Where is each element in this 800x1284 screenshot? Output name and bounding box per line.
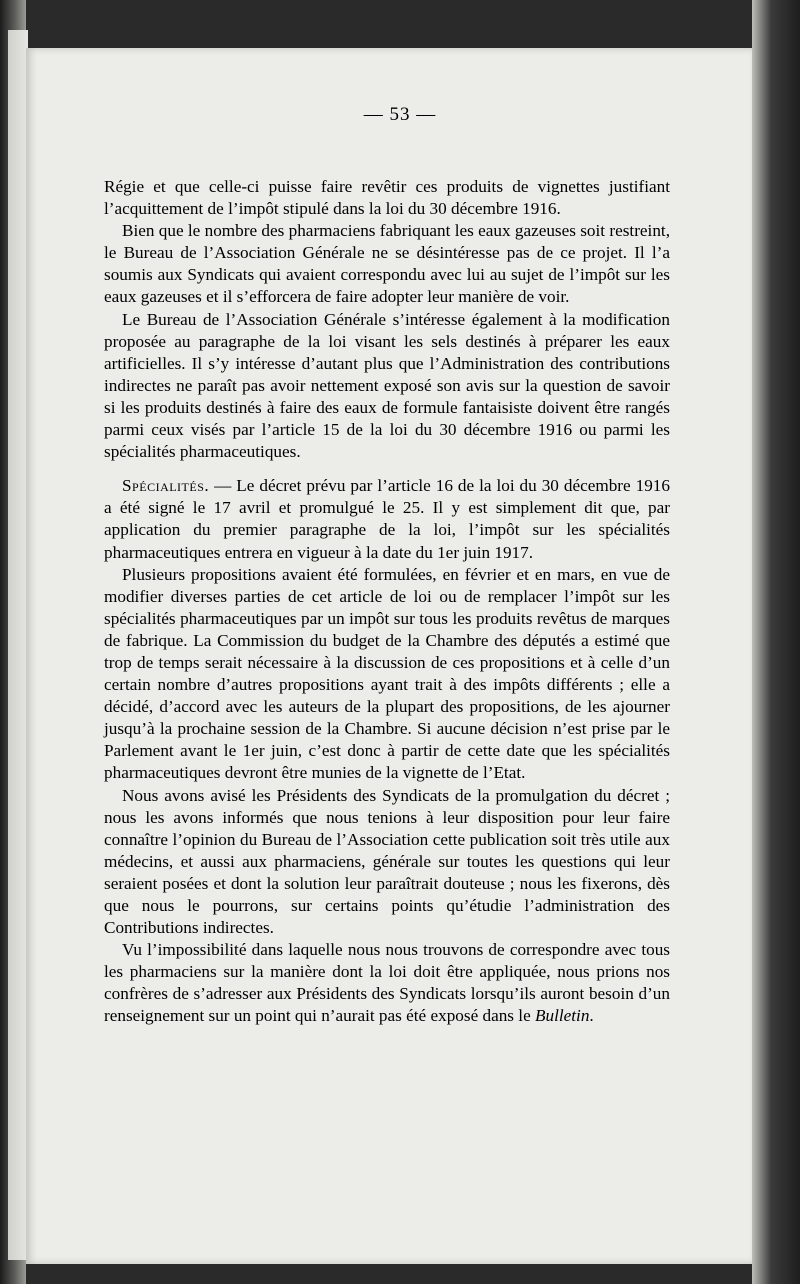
- paragraph-end: .: [589, 1006, 594, 1026]
- page-number: — 53 —: [363, 104, 437, 125]
- paragraph: [104, 176, 670, 220]
- paragraph-text: Bien que le nombre des pharmaciens fabriquant les eaux gazeuses soit restreint, le Bureau de l’Association Générale ne se désintéresse pas de ce projet. Il l’a soumis aux Syndicats qui avaient correspondu avec lui au sujet de l’impôt sur les eaux gazeuses et il s’efforcera de faire adopter leur manière de voir.: [104, 221, 670, 307]
- scan-background-right: [752, 0, 800, 1284]
- paragraph-text: Plusieurs propositions avaient été formulées, en février et en mars, en vue de modifier diverses parties de cet article de loi ou de remplacer l’impôt sur les spécialités pharmaceutiques par un impôt sur tous les produits revêtus de marques de fabrique. La Commission du budget de la Chambre des députés a estimé que trop de temps serait nécessaire à la discussion de ces propositions et à celle d’un certain nombre d’autres propositions ayant trait à des impôts différents ; elle a décidé, d’accord avec les auteurs de la plupart des propositions, de les ajourner jusqu’à la prochaine session de la Chambre. Si aucune décision n’est prise par le Parlement avant le 1er juin, c’est donc à partir de cette date que les spécialités pharmaceutiques devront être munies de la vignette de l’Etat.: [104, 564, 670, 783]
- paragraph-text: Vu l’impossibilité dans laquelle nous nous trouvons de correspondre avec tous les pharmaciens sur la manière dont la loi doit être appliquée, nous prions nos confrères de s’adresser aux Présidents des Syndicats lorsqu’ils auront besoin d’un renseignement sur un point qui n’aurait pas été exposé dans le: [104, 940, 670, 1026]
- paragraph: [104, 220, 670, 308]
- paragraph: [104, 785, 670, 940]
- body-text: [104, 176, 670, 1028]
- paragraph: [104, 564, 670, 785]
- previous-page-edge: [8, 30, 28, 1260]
- paragraph-text: Régie et que celle-ci puisse faire revêtir ces produits de vignettes justifiant l’acquittement de l’impôt stipulé dans la loi du 30 décembre 1916.: [104, 177, 670, 219]
- section-paragraph: [104, 475, 670, 563]
- paragraph-text: — Le décret prévu par l’article 16 de la loi du 30 décembre 1916 a été signé le 17 avril et promulgué le 25. Il y est simplement dit que, par application du premier paragraphe de la loi, l’impôt sur les spécialités pharmaceutiques entrera en vigueur à la date du 1er juin 1917.: [104, 476, 670, 562]
- italic-word: Bulletin: [535, 1006, 590, 1026]
- paragraph: [104, 309, 670, 464]
- paragraph: [104, 939, 670, 1027]
- paragraph-text: Le Bureau de l’Association Générale s’intéresse également à la modification proposée au paragraphe de la loi visant les sels destinés à préparer les eaux artificielles. Il s’y intéresse d’autant plus que l’Administration des contributions indirectes ne paraît pas avoir nettement exposé son avis sur la question de savoir si les produits destinés à faire des eaux de formule fantaisiste doivent être rangés parmi ceux visés par l’article 15 de la loi du 30 décembre 1916 ou parmi les spécialités pharmaceutiques.: [104, 309, 670, 462]
- section-heading: Spécialités.: [122, 476, 210, 496]
- paragraph-text: Nous avons avisé les Présidents des Syndicats de la promulgation du décret ; nous les avons informés que nous tenions à leur disposition pour leur faire connaître l’opinion du Bureau de l’Association cette publication soit très utile aux médecins, et aussi aux pharmaciens, générale sur toutes les questions qui leur seraient posées et dont la solution leur paraîtrait douteuse ; nous les fixerons, dès que nous le pourrons, sur certains points qu’étudie l’administration des Contributions indirectes.: [104, 785, 670, 938]
